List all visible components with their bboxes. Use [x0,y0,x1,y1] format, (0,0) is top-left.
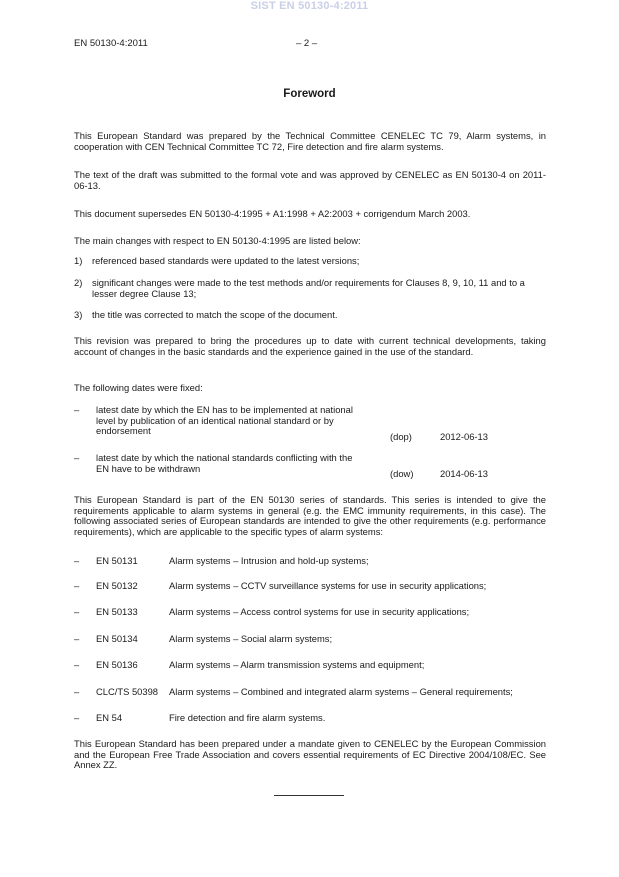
end-rule [274,795,344,796]
paragraph-draft-approval: The text of the draft was submitted to the formal vote and was approved by CENELEC as EN 50130-4 on 2011-06-13. [74,169,546,191]
date-description: latest date by which the EN has to be implemented at national level by publication of an identical national standard or by endorsement [96,404,353,437]
series-dash: – [74,686,80,697]
paragraph-series: This European Standard is part of the EN 50130 series of standards. This series is intended to give the requirements applicable to alarm systems in general (e.g. the EMC immunity requirements, in this case). The following associated series of European standards are intended to give the other requirements (e.g. performance requirements), which are applicable to the specific types of alarm systems: [74,494,546,537]
date-dash: – [74,404,80,415]
series-code: CLC/TS 50398 [96,686,159,697]
series-code: EN 50136 [96,659,138,670]
series-code: EN 50134 [96,633,138,644]
series-dash: – [74,606,80,617]
series-dash: – [74,633,80,644]
date-abbreviation: (dop) [390,431,412,442]
watermark-text: SIST EN 50130-4:2011 [250,0,369,12]
series-title: Alarm systems – CCTV surveillance systems for use in security applications; [169,580,487,591]
date-dash: – [74,452,80,463]
series-title: Alarm systems – Social alarm systems; [169,633,333,644]
paragraph-mandate: This European Standard has been prepared under a mandate given to CENELEC by the European Commission and the European Free Trade Association and covers essential requirements of EC Directive 2004/108/EC. See Annex ZZ. [74,738,546,771]
series-title: Alarm systems – Intrusion and hold-up systems; [169,555,369,566]
series-title: Alarm systems – Combined and integrated alarm systems – General requirements; [169,686,513,697]
series-title: Fire detection and fire alarm systems. [169,712,326,723]
paragraph-dates-fixed: The following dates were fixed: [74,382,203,393]
series-dash: – [74,712,80,723]
change-number: 2) [74,277,83,288]
series-code: EN 50133 [96,606,138,617]
change-text: the title was corrected to match the scope of the document. [92,309,338,320]
paragraph-prepared-by: This European Standard was prepared by the Technical Committee CENELEC TC 79, Alarm systems, in cooperation with CEN Technical Committee TC 72, Fire detection and fire alarm systems. [74,130,546,152]
series-code: EN 50131 [96,555,138,566]
change-number: 1) [74,255,83,266]
date-abbreviation: (dow) [390,468,414,479]
series-title: Alarm systems – Alarm transmission systems and equipment; [169,659,425,670]
header-doc-id: EN 50130-4:2011 [74,38,148,49]
date-value: 2014-06-13 [440,468,488,479]
date-description: latest date by which the national standards conflicting with the EN have to be withdrawn [96,452,353,474]
paragraph-revision: This revision was prepared to bring the procedures up to date with current technical developments, taking account of changes in the basic standards and the experience gained in the use of the standard. [74,335,546,357]
paragraph-supersedes: This document supersedes EN 50130-4:1995 + A1:1998 + A2:2003 + corrigendum March 2003. [74,208,471,219]
series-dash: – [74,659,80,670]
series-title: Alarm systems – Access control systems for use in security applications; [169,606,470,617]
series-code: EN 50132 [96,580,138,591]
change-text: referenced based standards were updated to the latest versions; [92,255,360,266]
page-title: Foreword [283,88,336,100]
paragraph-main-changes: The main changes with respect to EN 50130-4:1995 are listed below: [74,235,361,246]
header-page-number: – 2 – [296,38,318,49]
change-number: 3) [74,309,83,320]
series-dash: – [74,580,80,591]
series-code: EN 54 [96,712,123,723]
date-value: 2012-06-13 [440,431,488,442]
change-text: significant changes were made to the test methods and/or requirements for Clauses 8, 9, 10, 11 and to a lesser degree Clause 13; [92,277,525,299]
series-dash: – [74,555,80,566]
